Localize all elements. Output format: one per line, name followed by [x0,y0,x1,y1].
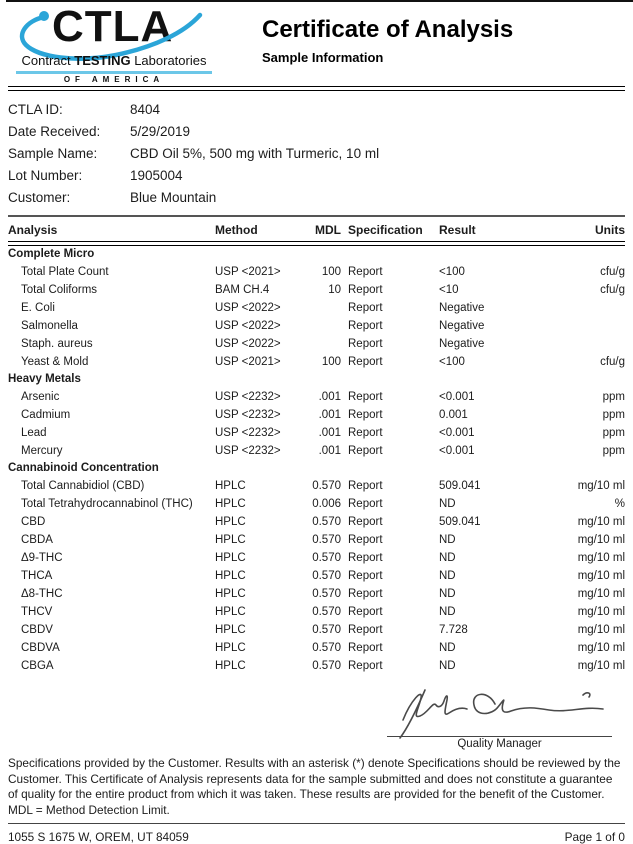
sample-info-value: 8404 [130,102,161,117]
table-row [8,585,625,603]
specification-cell: Report [348,266,383,278]
specification-cell: Report [348,570,383,582]
column-header-analysis: Analysis [8,223,58,237]
sample-info-label: Date Received: [8,124,101,139]
column-header-result: Result [439,223,476,237]
table-row [8,442,625,460]
analysis-cell: CBDVA [21,642,60,654]
result-cell: <0.001 [439,427,475,439]
table-row [8,657,625,675]
method-cell: USP <2022> [215,338,281,350]
mdl-cell: 0.570 [312,516,341,528]
mdl-cell: 0.570 [312,552,341,564]
mdl-cell: .001 [318,445,341,457]
logo-underline [16,71,212,74]
logo-subtitle-bold: TESTING [74,53,131,68]
signature-title: Quality Manager [457,738,542,750]
table-row [8,317,625,335]
units-cell: ppm [602,409,625,421]
units-cell: mg/10 ml [577,480,625,492]
analysis-cell: Cadmium [21,409,71,421]
result-cell: ND [439,642,456,654]
table-section-header: Cannabinoid Concentration [8,462,159,474]
analysis-cell: Staph. aureus [21,338,93,350]
units-cell: mg/10 ml [577,660,625,672]
analysis-cell: CBDA [21,534,53,546]
table-row [8,513,625,531]
mdl-cell: .001 [318,391,341,403]
method-cell: HPLC [215,570,246,582]
analysis-cell: Total Cannabidiol (CBD) [21,480,145,492]
table-row [8,531,625,549]
mdl-cell: 0.006 [312,498,341,510]
sample-info-label: CTLA ID: [8,102,63,117]
specification-cell: Report [348,320,383,332]
sample-info-value: 5/29/2019 [130,124,191,139]
analysis-cell: Mercury [21,445,63,457]
result-cell: 509.041 [439,516,481,528]
method-cell: HPLC [215,624,246,636]
sample-info-label: Sample Name: [8,146,98,161]
mdl-cell: 100 [321,356,341,368]
table-row [8,388,625,406]
method-cell: USP <2022> [215,302,281,314]
result-cell: 509.041 [439,480,481,492]
result-cell: ND [439,498,456,510]
analysis-cell: CBD [21,516,46,528]
table-row [8,621,625,639]
specification-cell: Report [348,427,383,439]
result-cell: <100 [439,356,465,368]
specification-cell: Report [348,498,383,510]
specification-cell: Report [348,588,383,600]
specification-cell: Report [348,516,383,528]
specification-cell: Report [348,302,383,314]
specification-cell: Report [348,338,383,350]
table-row [8,549,625,567]
specification-cell: Report [348,445,383,457]
analysis-cell: Lead [21,427,47,439]
specification-cell: Report [348,642,383,654]
units-cell: ppm [602,391,625,403]
analysis-cell: THCA [21,570,53,582]
mdl-cell: 0.570 [312,660,341,672]
column-header-mdl: MDL [315,223,341,237]
method-cell: HPLC [215,498,246,510]
document-title: Certificate of Analysis [262,16,514,43]
table-section-header: Heavy Metals [8,373,81,385]
page-number: Page 1 of 0 [564,830,625,844]
table-row [8,424,625,442]
footer [8,756,625,844]
units-cell: mg/10 ml [577,642,625,654]
units-cell: mg/10 ml [577,606,625,618]
result-cell: ND [439,588,456,600]
footer-bottom [8,824,625,844]
units-cell: mg/10 ml [577,624,625,636]
method-cell: HPLC [215,606,246,618]
result-cell: ND [439,534,456,546]
method-cell: HPLC [215,642,246,654]
table-row [8,281,625,299]
table-row [8,263,625,281]
lab-address: 1055 S 1675 W, OREM, UT 84059 [8,830,189,844]
method-cell: BAM CH.4 [215,284,270,296]
mdl-cell: 0.570 [312,570,341,582]
analysis-cell: Δ8-THC [21,588,63,600]
document-subtitle: Sample Information [262,50,384,65]
table-row [8,495,625,513]
specification-cell: Report [348,480,383,492]
table-body [8,246,625,675]
units-cell: cfu/g [600,356,625,368]
table-row [8,639,625,657]
result-cell: <0.001 [439,445,475,457]
analysis-cell: Salmonella [21,320,78,332]
sample-info-row [8,121,625,143]
table-row [8,603,625,621]
analysis-cell: Total Tetrahydrocannabinol (THC) [21,498,193,510]
mdl-cell: 0.570 [312,642,341,654]
sample-info-row [8,143,625,165]
specification-cell: Report [348,534,383,546]
analysis-cell: THCV [21,606,53,618]
method-cell: HPLC [215,534,246,546]
analysis-cell: Total Coliforms [21,284,98,296]
method-cell: USP <2232> [215,409,281,421]
units-cell: ppm [602,427,625,439]
mdl-cell: .001 [318,427,341,439]
column-header-units: Units [595,223,625,237]
mdl-cell: 0.570 [312,624,341,636]
result-cell: ND [439,570,456,582]
signature-icon [387,686,612,736]
table-section-header: Complete Micro [8,248,95,260]
result-cell: 7.728 [439,624,468,636]
method-cell: HPLC [215,516,246,528]
units-cell: mg/10 ml [577,516,625,528]
specification-cell: Report [348,624,383,636]
sample-info-value: Blue Mountain [130,190,217,205]
specification-cell: Report [348,284,383,296]
method-cell: HPLC [215,660,246,672]
analysis-cell: Δ9-THC [21,552,63,564]
method-cell: USP <2232> [215,445,281,457]
method-cell: USP <2232> [215,427,281,439]
mdl-cell: .001 [318,409,341,421]
disclaimer-text: Specifications provided by the Customer. Results with an asterisk (*) denote Specifications should be reviewed by the Customer. This Certificate of Analysis represents data for the sample submitted and does not constitute a guarantee of quality for the entire product from which it was taken. These results are provided for the benefit of the Customer. MDL = Method Detection Limit. [8,756,621,817]
result-cell: ND [439,606,456,618]
signature-block [387,686,612,750]
logo-subtitle-suffix: Laboratories [130,53,207,68]
result-cell: <100 [439,266,465,278]
logo-subtitle [16,53,212,68]
specification-cell: Report [348,391,383,403]
specification-cell: Report [348,409,383,421]
method-cell: USP <2022> [215,320,281,332]
table-row [8,299,625,317]
sample-info-label: Lot Number: [8,168,83,183]
table-row [8,335,625,353]
method-cell: USP <2021> [215,356,281,368]
units-cell: % [614,498,625,510]
sample-info-label: Customer: [8,190,71,205]
specification-cell: Report [348,356,383,368]
table-header [8,217,625,241]
analysis-cell: Yeast & Mold [21,356,89,368]
method-cell: HPLC [215,480,246,492]
ctla-logo [14,2,224,86]
analysis-cell: CBDV [21,624,53,636]
units-cell: cfu/g [600,284,625,296]
mdl-cell: 0.570 [312,588,341,600]
analysis-cell: E. Coli [21,302,55,314]
units-cell: mg/10 ml [577,588,625,600]
column-header-method: Method [215,223,258,237]
sample-info-row [8,99,625,121]
analysis-cell: Arsenic [21,391,60,403]
mdl-cell: 0.570 [312,480,341,492]
units-cell: mg/10 ml [577,552,625,564]
result-cell: Negative [439,320,485,332]
mdl-cell: 0.570 [312,606,341,618]
analysis-cell: CBGA [21,660,54,672]
table-row [8,567,625,585]
logo-subtitle-prefix: Contract [21,53,75,68]
specification-cell: Report [348,606,383,618]
method-cell: USP <2232> [215,391,281,403]
result-cell: 0.001 [439,409,468,421]
mdl-cell: 10 [328,284,341,296]
signature-line [387,736,612,737]
method-cell: HPLC [215,552,246,564]
sample-info-row [8,165,625,187]
sample-info-value: 1905004 [130,168,183,183]
result-cell: <10 [439,284,459,296]
specification-cell: Report [348,660,383,672]
result-cell: Negative [439,302,485,314]
result-cell: ND [439,660,456,672]
logo-acronym-text: CTLA [52,2,174,51]
mdl-cell: 100 [321,266,341,278]
sample-info-value: CBD Oil 5%, 500 mg with Turmeric, 10 ml [130,146,380,161]
column-header-specification: Specification [348,223,423,237]
units-cell: mg/10 ml [577,534,625,546]
result-cell: <0.001 [439,391,475,403]
method-cell: USP <2021> [215,266,281,278]
table-row [8,353,625,371]
table-row [8,477,625,495]
specification-cell: Report [348,552,383,564]
units-cell: ppm [602,445,625,457]
analysis-cell: Total Plate Count [21,266,109,278]
units-cell: mg/10 ml [577,570,625,582]
units-cell: cfu/g [600,266,625,278]
mdl-cell: 0.570 [312,534,341,546]
header [8,0,625,86]
result-cell: ND [439,552,456,564]
method-cell: HPLC [215,588,246,600]
table-row [8,406,625,424]
sample-info-row [8,187,625,209]
sample-info [8,91,625,215]
title-block [224,6,625,86]
logo-of-america: OF AMERICA [63,75,165,84]
result-cell: Negative [439,338,485,350]
